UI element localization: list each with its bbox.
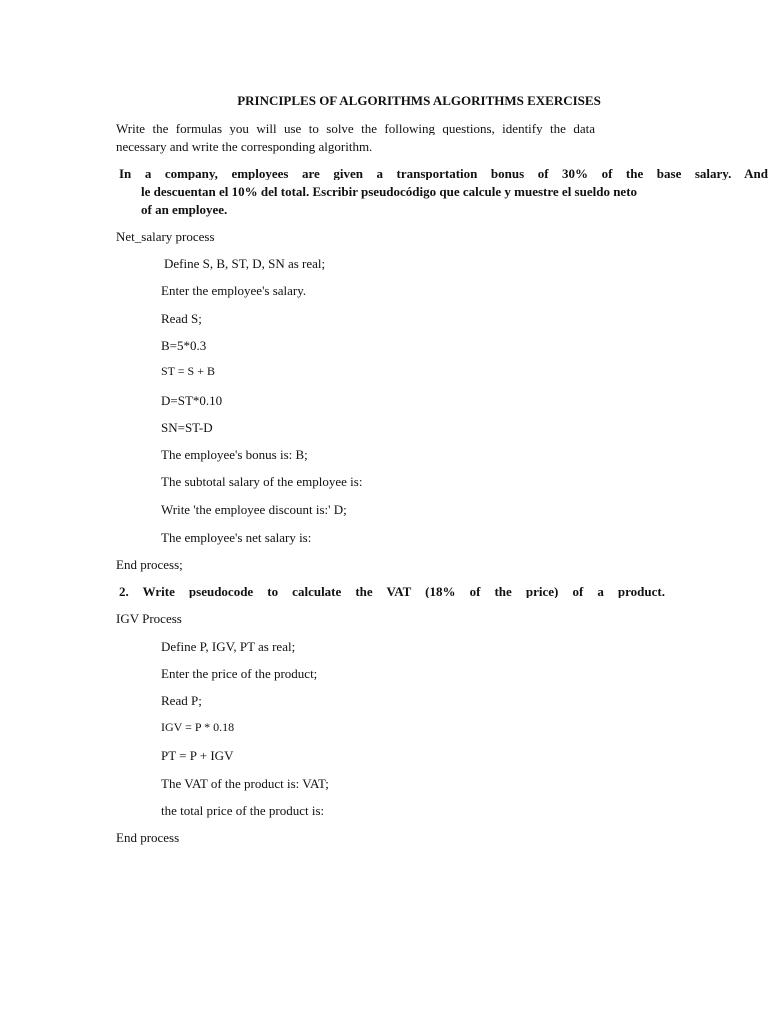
exercise2-end: End process <box>116 830 180 845</box>
exercise1-step: The employee's bonus is: B; <box>161 447 308 462</box>
intro-line-2: necessary and write the corresponding algorithm. <box>116 139 373 154</box>
exercise1-step: SN=ST-D <box>161 420 213 435</box>
exercise1-step: D=ST*0.10 <box>161 393 223 408</box>
exercise1-step: The employee's net salary is: <box>161 530 312 545</box>
exercise2-step: Enter the price of the product; <box>161 666 318 681</box>
exercise2-step: Define P, IGV, PT as real; <box>161 639 296 654</box>
exercise2-heading: 2. Write pseudocode to calculate the VAT (18% of the price) of a product. <box>119 585 665 598</box>
exercise1-statement-line-2: le descuentan el 10% del total. Escribir pseudocódigo que calcule y muestre el sueldo neto <box>141 184 638 199</box>
exercise1-step: B=5*0.3 <box>161 338 207 353</box>
intro-line-1: Write the formulas you will use to solve the following questions, identify the data <box>116 122 595 135</box>
exercise1-statement-line-1: In a company, employees are given a transportation bonus of 30% of the base salary. And <box>119 167 768 180</box>
exercise1-step: Enter the employee's salary. <box>161 283 307 298</box>
exercise2-step: the total price of the product is: <box>161 803 325 818</box>
exercise1-step: The subtotal salary of the employee is: <box>161 474 363 489</box>
exercise2-step: PT = P + IGV <box>161 748 234 763</box>
exercise1-step: Read S; <box>161 311 202 326</box>
exercise2-step: Read P; <box>161 693 202 708</box>
exercise1-statement-line-3: of an employee. <box>141 202 228 217</box>
exercise1-step: Define S, B, ST, D, SN as real; <box>164 256 326 271</box>
exercise2-step: The VAT of the product is: VAT; <box>161 776 329 791</box>
exercise2-step: IGV = P * 0.18 <box>161 720 235 734</box>
exercise1-end: End process; <box>116 557 183 572</box>
exercise1-process-header: Net_salary process <box>116 229 215 244</box>
document-title: PRINCIPLES OF ALGORITHMS ALGORITHMS EXERCISES <box>237 93 601 108</box>
exercise2-process-header: IGV Process <box>116 611 182 626</box>
exercise1-step: Write 'the employee discount is:' D; <box>161 502 347 517</box>
exercise1-step: ST = S + B <box>161 364 215 378</box>
